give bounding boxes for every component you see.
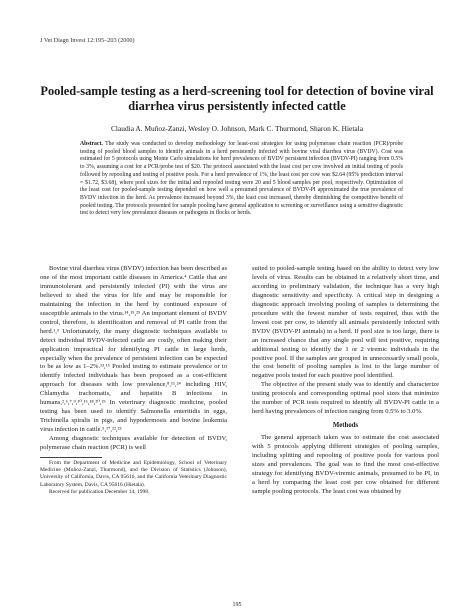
intro-paragraph-1: Bovine viral diarrhea virus (BVDV) infection has been described as one of the most important cattle diseases in America.⁴ Cattle that are immunotolerant and persistently infected (PI) with the virus are believed to shed the virus for life and may be responsible for maintaining the infection in the herd by continued exposure of susceptible animals to the virus.¹⁴,¹⁵,²⁵ An important element of BVDV control, therefore, is identification and removal of PI cattle from the herd.¹,³ Unfortunately, the many diagnostic techniques available to detect individual BVDV-infected cattle are costly, often making their application impractical for identifying PI cattle in large herds, especially when the prevalence of persistent infection can be expected to be as low as 1–2%.¹³,¹⁵ Pooled testing to estimate prevalence or to identify infected individuals has been proposed as a cost-efficient approach for diseases with low prevalence,⁸,¹¹,²⁴ including HIV, Chlamydia trachomatis, and hepatitis B infections in humans,²,⁶,⁷,⁹,¹⁰,¹⁶,¹⁸,²⁰,²⁶ In veterinary diagnostic medicine, pooled testing has been used to identify Salmonella enteritidis in eggs, Trichinella spiralis in pigs, and hypodermosis and bovine leukemia virus infection in cattle.⁵,¹⁷,²²,²³ [40,265,227,434]
received-date: Received for publication December 14, 1998. [49,488,150,495]
article-title: Pooled-sample testing as a herd-screening tool for detection of bovine viral diarrhea virus persistently infected cattle [40,84,434,113]
affiliation-footnote: From the Department of Medicine and Epidemiology, School of Veterinary Medicine (Muñoz-Zanzi, Thurmond), and the Division of Statistics (Johnson), University of California, Davis, CA 95616, and the California Veterinary Diagnostic Laboratory System, Davis, CA 95616 (Hietala). [40,460,227,488]
intro-paragraph-3: suited to pooled-sample testing based on the ability to detect very low levels of virus. Results can be obtained in a relatively short time, and according to preliminary validation, the technique has a very high diagnostic sensitivity and specificity. A critical step in designing a diagnostic approach involving pooling of samples is determining the procedure with the fewest number of tests required, thus with the lowest cost per cow, to identify all animals persistently infected with BVDV (BVDV-PI animals) in a herd. If pool size is too large, there is an increased chance that any single pool will test positive, requiring additional testing to identify the 1 or 2 viremic individuals in the positive pool. If the samples are grouped in unnecessarily small pools, the cost benefit of pooling samples is lost to the large number of negative pools tested for each positive pool identified. [252,265,439,380]
journal-header: J Vet Diagn Invest 12:195–203 (2000) [40,37,135,44]
methods-heading: Methods [332,422,359,430]
right-column [252,265,439,497]
methods-paragraph: The general approach taken was to estimate the cost associated with 5 protocols applying different strategies of pooling samples, including splitting and repooling of positive pools for various pool sizes and prevalences. The goal was to find the most cost-effective strategy for identifying BVDV-viremic animals, presumed to be PI, in a herd by comparing the least cost per cow obtained for different sample pooling protocols. The least cost was obtained by [252,434,439,495]
objective-paragraph: The objective of the present study was to identify and characterize testing protocols and corresponding optimal pool sizes that minimize the number of PCR tests required to identify all BVDV-PI cattle in a herd having prevalences of infection ranging from 0.5% to 3.0%. [252,381,439,416]
footnote-divider [40,457,102,458]
abstract [80,141,403,218]
abstract-text: The study was conducted to develop methodology for least-cost strategies for using polymerase chain reaction (PCR)/probe testing of pooled blood samples to identify animals in a herd persistently infected with bovine viral diarrhea virus (BVDV). Cost was estimated for 5 protocols using Monte Carlo simulations for herd prevalences of BVDV persistent infection (BVDV-PI) ranging from 0.5% to 3%, assuming a cost for a PCR/probe test of $20. The protocol associated with the least cost per cow involved an initial testing of pools followed by repooling and testing of positive pools. For a herd prevalence of 1%, the least cost per cow was $2.64 (95% prediction interval = $1.72, $3.68), where pool sizes for the initial and repooled testing were 20 and 5 blood samples per pool, respectively. Optimization of the least cost for pooled-sample testing depended on how well a presumed prevalence of BVDV-PI approximated the true prevalence of BVDV infection in the herd. As prevalence increased beyond 3%, the least cost increased, thereby diminishing the competitive benefit of pooled testing. The protocols presented for sample pooling have general application to screening or surveillance using a sensitive diagnostic test to detect very low prevalence diseases or pathogens in flocks or herds. [80,141,403,217]
left-column [40,265,227,496]
page-number: 195 [232,602,242,608]
author-list: Claudia A. Muñoz-Zanzi, Wesley O. Johnson, Mark C. Thurmond, Sharon K. Hietala [110,124,364,133]
intro-paragraph-2: Among diagnostic techniques available for detection of BVDV, polymerase chain reaction (PCR) is well [40,435,227,452]
abstract-label: Abstract. [80,141,103,147]
